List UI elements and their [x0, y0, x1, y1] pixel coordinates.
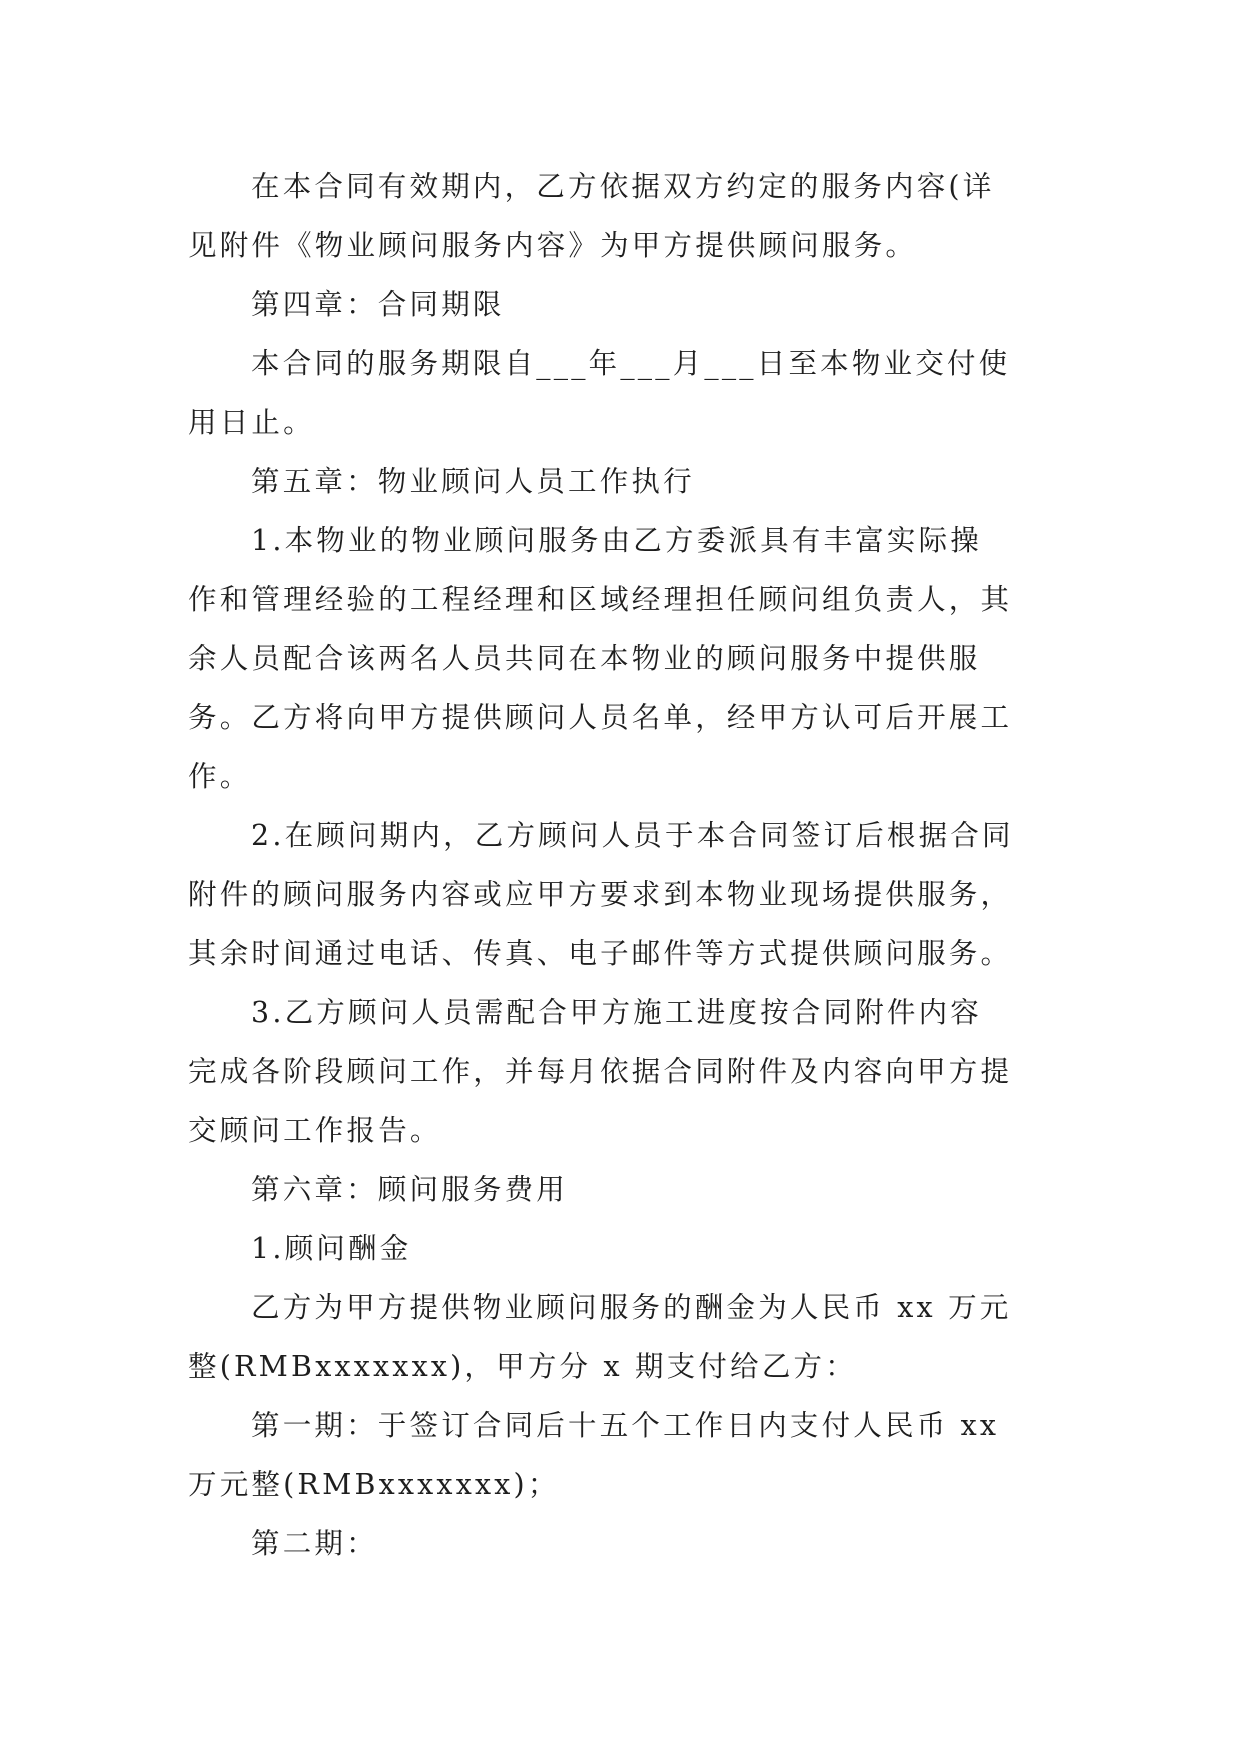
document-body	[188, 157, 1048, 1573]
paragraph-5-3	[188, 983, 1048, 1160]
paragraph-5-2	[188, 806, 1048, 983]
text-line: 乙方为甲方提供物业顾问服务的酬金为人民币 xx 万元	[251, 1291, 1012, 1324]
text-line: 余人员配合该两名人员共同在本物业的顾问服务中提供服	[188, 642, 981, 675]
text-line: 在本合同有效期内，乙方依据双方约定的服务内容(详	[251, 170, 995, 203]
text-line: 1.顾问酬金	[251, 1232, 412, 1265]
text-line: 第六章：顾问服务费用	[251, 1173, 569, 1206]
paragraph-installment-1	[188, 1396, 1048, 1514]
text-line: 第一期：于签订合同后十五个工作日内支付人民币 xx	[251, 1409, 1000, 1442]
text-line: 第五章：物业顾问人员工作执行	[251, 465, 695, 498]
text-line: 2.在顾问期内，乙方顾问人员于本合同签订后根据合同	[251, 819, 1014, 852]
paragraph-contract-term	[188, 334, 1048, 452]
text-line: 整(RMBxxxxxxx)，甲方分 x 期支付给乙方：	[188, 1350, 857, 1383]
text-line: 本合同的服务期限自___年___月___日至本物业交付使	[251, 347, 1011, 380]
paragraph-6-1-title	[188, 1219, 1048, 1278]
text-line: 作。	[188, 760, 252, 793]
text-line: 万元整(RMBxxxxxxx)；	[188, 1468, 560, 1501]
chapter-4-heading	[188, 275, 1048, 334]
chapter-5-heading	[188, 452, 1048, 511]
paragraph-5-1	[188, 511, 1048, 806]
text-line: 交顾问工作报告。	[188, 1114, 442, 1147]
text-line: 第二期：	[251, 1527, 378, 1560]
text-line: 作和管理经验的工程经理和区域经理担任顾问组负责人，其	[188, 583, 1013, 616]
text-line: 3.乙方顾问人员需配合甲方施工进度按合同附件内容	[251, 996, 982, 1029]
paragraph-installment-2	[188, 1514, 1048, 1573]
paragraph-service-content	[188, 157, 1048, 275]
text-line: 完成各阶段顾问工作，并每月依据合同附件及内容向甲方提	[188, 1055, 1013, 1088]
text-line: 用日止。	[188, 406, 315, 439]
text-line: 见附件《物业顾问服务内容》为甲方提供顾问服务。	[188, 229, 918, 262]
paragraph-6-1-body	[188, 1278, 1048, 1396]
chapter-6-heading	[188, 1160, 1048, 1219]
text-line: 附件的顾问服务内容或应甲方要求到本物业现场提供服务，	[188, 878, 1013, 911]
text-line: 第四章：合同期限	[251, 288, 505, 321]
text-line: 1.本物业的物业顾问服务由乙方委派具有丰富实际操	[251, 524, 982, 557]
text-line: 务。乙方将向甲方提供顾问人员名单，经甲方认可后开展工	[188, 701, 1013, 734]
text-line: 其余时间通过电话、传真、电子邮件等方式提供顾问服务。	[188, 937, 1013, 970]
